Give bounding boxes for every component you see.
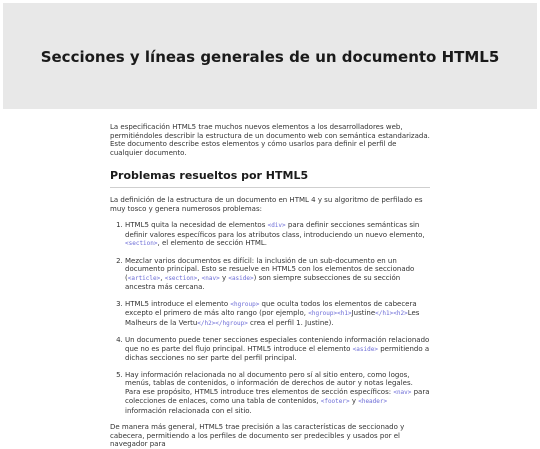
list-item (125, 257, 430, 292)
page-title: Secciones y líneas generales de un documento HTML5 (40, 48, 500, 66)
item-text: Mezclar varios documentos es difícil: la inclusión de un sub-documento en un documento principal. Esto se resuelve en HTML5 con los elementos de seccionado ( (125, 256, 415, 282)
code-tag: <hgroup> (230, 300, 260, 308)
header-banner (3, 3, 537, 109)
problems-list (110, 221, 430, 415)
item-text: , (197, 273, 202, 282)
list-item (125, 371, 430, 416)
intro-paragraph: La especificación HTML5 trae muchos nuevos elementos a los desarrolladores web, permitiéndoles describir la estructura de un documento web con semántica estandarizada. Este documento describe estos elementos y cómo usarlos para definir el perfil de cualquier documento. (110, 123, 430, 157)
item-text: ) son siempre subsecciones de su sección ancestra más cercana. (125, 273, 401, 291)
item-text: permitiendo a dichas secciones no ser parte del perfil principal. (125, 344, 430, 362)
closing-paragraph: De manera más general, HTML5 trae precisión a las características de seccionado y cabecera, permitiendo a los perfiles de documento ser predecibles y usados por el navegador para (110, 423, 405, 448)
code-tag: <aside> (228, 274, 254, 282)
list-item (125, 336, 430, 363)
code-tag: </h2></hgroup> (197, 319, 248, 327)
list-item (125, 300, 430, 329)
item-text: , (160, 273, 165, 282)
code-tag: <hgroup><h1> (308, 310, 352, 317)
item-text: Les Malheurs de la Vertu (125, 309, 420, 327)
item-text: Un documento puede tener secciones especiales conteniendo información relacionado que no es parte del flujo principal. HTML5 introduce el elemento (125, 336, 430, 353)
section-paragraph: La definición de la estructura de un documento en HTML 4 y su algoritmo de perfilado es muy tosco y genera numerosos problemas: (110, 196, 423, 213)
item-text: que oculta todos los elementos de cabecera excepto el primero de más alto rango (por ejemplo, (125, 299, 417, 317)
item-text: Hay información relacionada no al documento pero sí al sitio entero, como logos, menús, tablas de contenidos, o información de derechos de autor y notas legales. Para ese propósito, HTML5 introduce tres elementos de sección específicos: (125, 370, 413, 396)
code-tag: <article> (127, 274, 161, 282)
item-text: HTML5 quita la necesidad de elementos (125, 221, 268, 229)
code-tag: <nav> (201, 274, 220, 282)
article-content (110, 123, 430, 449)
code-tag: <aside> (352, 345, 378, 353)
item-text: y (349, 397, 359, 405)
item-text: , el elemento de sección HTML. (157, 239, 268, 247)
code-tag: <div> (267, 222, 286, 229)
item-text: Justine (351, 309, 376, 317)
code-tag: <header> (358, 398, 388, 405)
item-text: crea el perfil 1. Justine). (247, 318, 334, 327)
code-tag: <footer> (320, 398, 350, 405)
code-tag: </h1><h2> (375, 310, 408, 317)
section-heading: Problemas resueltos por HTML5 (110, 169, 430, 188)
item-text: para colecciones de enlaces, como una tabla de contenidos, (125, 387, 430, 405)
item-text: información relacionada con el sitio. (125, 406, 252, 415)
item-text: HTML5 introduce el elemento (125, 299, 231, 308)
code-tag: <nav> (393, 388, 412, 396)
list-item (125, 221, 430, 249)
code-tag: <section> (164, 274, 198, 282)
item-text: para definir secciones semánticas sin definir valores específicos para los atributos class, introduciendo un nuevo elemento, (125, 221, 425, 239)
code-tag: <section> (125, 240, 158, 247)
item-text: y (219, 273, 229, 282)
